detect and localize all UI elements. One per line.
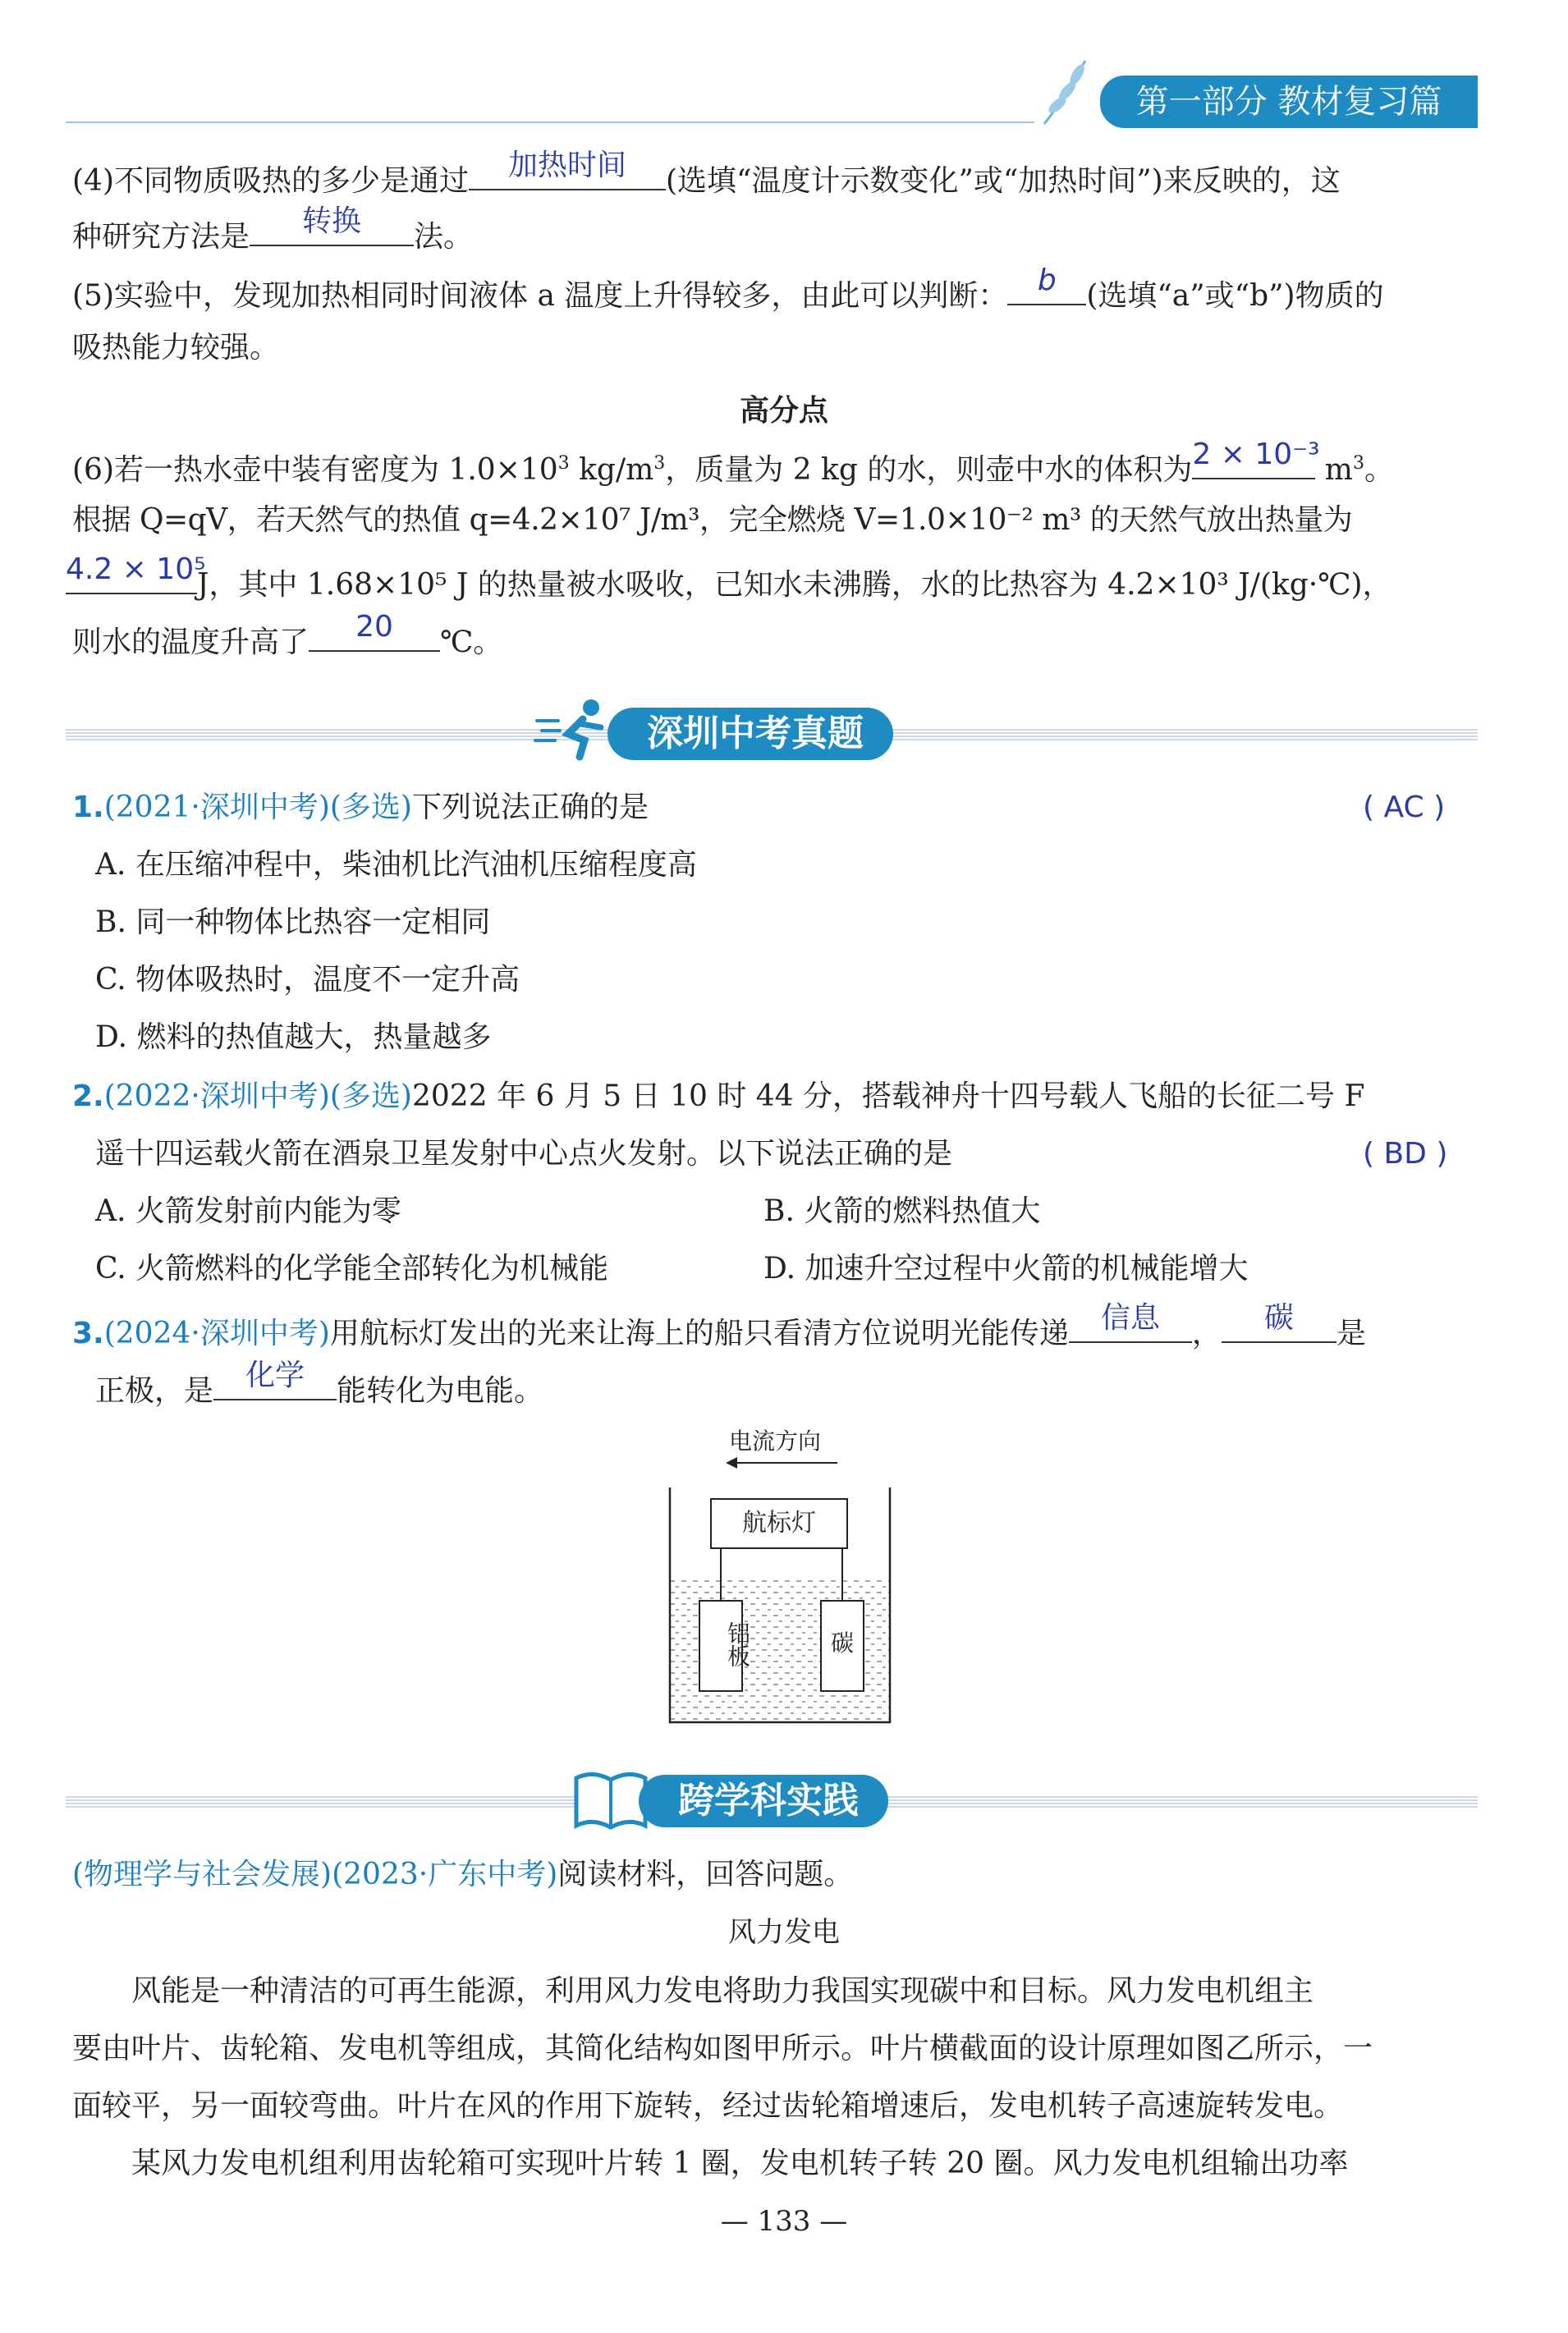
reading-p2-line1: 某风力发电机组利用齿轮箱可实现叶片转 1 圈，发电机转子转 20 圈。风力发电机组输出功率 bbox=[131, 2147, 1349, 2180]
aluminum-plate-label: 铝板 bbox=[724, 1621, 751, 1667]
section-header-text: 第一部分 教材复习篇 bbox=[1135, 83, 1442, 121]
reading-p1-line1: 风能是一种清洁的可再生能源，利用风力发电将助力我国实现碳中和目标。风力发电机组主 bbox=[131, 1974, 1314, 2008]
mc1-option-a: A. 在压缩冲程中，柴油机比汽油机压缩程度高 bbox=[95, 848, 697, 882]
q6-text-e: 。 bbox=[1364, 453, 1394, 487]
q6-line3 bbox=[66, 552, 1392, 603]
q6-blank1 bbox=[1192, 438, 1320, 479]
q3-blank1 bbox=[1069, 1301, 1192, 1343]
mc1-stem-text: 下列说法正确的是 bbox=[411, 791, 649, 824]
header-rule bbox=[66, 121, 1034, 123]
reading-p1-line2: 要由叶片、齿轮箱、发电机等组成，其简化结构如图甲所示。叶片横截面的设计原理如图乙所示，一 bbox=[72, 2032, 1373, 2065]
mc1-stem bbox=[72, 790, 649, 826]
q4-line2 bbox=[72, 204, 474, 255]
q6-blank3 bbox=[309, 610, 440, 652]
q6-text-d: m bbox=[1315, 453, 1353, 487]
q3-blank2 bbox=[1222, 1301, 1336, 1343]
q5-blank bbox=[1007, 264, 1086, 305]
q4-answer1: 加热时间 bbox=[507, 149, 626, 182]
q3-line1 bbox=[72, 1301, 1366, 1352]
mc1-option-b: B. 同一种物体比热容一定相同 bbox=[95, 905, 491, 939]
q3-number: 3. bbox=[72, 1317, 104, 1350]
q5-line2 bbox=[72, 330, 279, 366]
mc2-stem-text1: 2022 年 6 月 5 日 10 时 44 分，搭载神舟十四号载人飞船的长征二号 F bbox=[411, 1079, 1365, 1113]
banner-cross-discipline: 跨学科实践 bbox=[639, 1775, 888, 1827]
carbon-plate-label: 碳 bbox=[830, 1629, 854, 1657]
mc2-stem1 bbox=[72, 1079, 1364, 1115]
q3-answer3: 化学 bbox=[245, 1359, 305, 1392]
left-arrow-icon bbox=[722, 1455, 846, 1471]
q3-answer2: 碳 bbox=[1263, 1301, 1294, 1335]
mc2-option-d: D. 加速升空过程中火箭的机械能增大 bbox=[763, 1252, 1249, 1286]
q6-blank2 bbox=[66, 552, 206, 594]
mc1-option-d: D. 燃料的热值越大，热量越多 bbox=[95, 1020, 492, 1054]
q6-exp2: 3 bbox=[653, 453, 666, 474]
q6-text-4a: 则水的温度升高了 bbox=[72, 626, 309, 659]
mc2-tag: (2022·深圳中考)(多选) bbox=[103, 1079, 412, 1113]
mc2-number: 2. bbox=[72, 1079, 104, 1113]
page-number: — 133 — bbox=[720, 2205, 848, 2238]
reading-p1-line3: 面较平，另一面较弯曲。叶片在风的作用下旋转，经过齿轮箱增速后，发电机转子高速旋转发电。 bbox=[72, 2089, 1344, 2123]
q5-answer: b bbox=[1037, 264, 1057, 297]
q5-text: (5)实验中，发现加热相同时间液体 a 温度上升得较多，由此可以判断： bbox=[72, 279, 1008, 313]
q5-text3: 吸热能力较强。 bbox=[72, 331, 280, 364]
leaf-decoration-icon bbox=[1036, 54, 1102, 128]
q6-exp1: 3 bbox=[557, 453, 570, 474]
q6-line4 bbox=[72, 610, 503, 661]
q3-text3: 是 bbox=[1336, 1317, 1366, 1350]
q3-blank3 bbox=[213, 1359, 337, 1400]
q3-text4: 正极，是 bbox=[95, 1374, 214, 1408]
mc2-option-b: B. 火箭的燃料热值大 bbox=[763, 1194, 1041, 1228]
mc1-answer: ( AC ) bbox=[1363, 791, 1446, 824]
q3-text5: 能转化为电能。 bbox=[337, 1374, 544, 1408]
q3-answer1: 信息 bbox=[1100, 1301, 1160, 1335]
reading-tag: (物理学与社会发展)(2023·广东中考) bbox=[72, 1858, 558, 1891]
q3-text1: 用航标灯发出的光来让海上的船只看清方位说明光能传递 bbox=[329, 1317, 1069, 1350]
q6-exp3: 3 bbox=[1352, 453, 1364, 474]
mc1-number: 1. bbox=[72, 791, 104, 824]
q4-line1 bbox=[72, 149, 1341, 199]
q6-text-c: ，质量为 2 kg 的水，则壶中水的体积为 bbox=[665, 453, 1193, 487]
q6-answer3: 20 bbox=[355, 610, 393, 644]
q4-text3: 种研究方法是 bbox=[72, 220, 250, 254]
q6-text-4b: ℃。 bbox=[440, 626, 503, 659]
q3-tag: (2024·深圳中考) bbox=[103, 1317, 330, 1350]
reading-intro: 阅读材料，回答问题。 bbox=[557, 1858, 854, 1891]
q4-blank1 bbox=[469, 149, 666, 190]
q6-text-a: (6)若一热水壶中装有密度为 1.0×10 bbox=[72, 453, 558, 487]
q6-line2: 根据 Q=qV，若天然气的热值 q=4.2×10⁷ J/m³，完全燃烧 V=1.0×10⁻² m³ 的天然气放出热量为 bbox=[72, 503, 1353, 537]
mc1-option-c: C. 物体吸热时，温度不一定升高 bbox=[95, 963, 520, 997]
mc2-stem2: 遥十四运载火箭在酒泉卫星发射中心点火发射。以下说法正确的是 bbox=[95, 1137, 953, 1171]
current-direction-label: 电流方向 bbox=[729, 1428, 822, 1455]
section-header-tab bbox=[1100, 76, 1478, 128]
q4-answer2: 转换 bbox=[302, 204, 362, 238]
q6-answer2: 4.2 × 10⁵ bbox=[66, 552, 206, 586]
q3-line2 bbox=[95, 1359, 544, 1409]
reading-intro-line bbox=[72, 1857, 853, 1893]
q4-text4: 法。 bbox=[414, 220, 474, 254]
q6-answer1: 2 × 10⁻³ bbox=[1192, 438, 1320, 471]
lamp-label: 航标灯 bbox=[742, 1509, 816, 1538]
high-score-title: 高分点 bbox=[739, 394, 828, 428]
q6-text-b: kg/m bbox=[569, 453, 654, 487]
q5-text2: (选填“a”或“b”)物质的 bbox=[1086, 279, 1384, 313]
q4-blank2 bbox=[250, 204, 414, 246]
q6-text-3: J，其中 1.68×10⁵ J 的热量被水吸收，已知水未沸腾，水的比热容为 4.2×10³ J/(kg·℃)， bbox=[197, 568, 1392, 602]
banner-shenzhen-exam: 深圳中考真题 bbox=[607, 708, 893, 760]
q4-text: (4)不同物质吸热的多少是通过 bbox=[72, 164, 469, 198]
reading-title: 风力发电 bbox=[728, 1916, 840, 1949]
mc2-answer: ( BD ) bbox=[1363, 1137, 1448, 1171]
q3-text2: ， bbox=[1191, 1317, 1222, 1350]
q5-line1 bbox=[72, 264, 1384, 314]
mc2-option-c: C. 火箭燃料的化学能全部转化为机械能 bbox=[95, 1252, 609, 1286]
q6-line1 bbox=[72, 438, 1394, 488]
mc1-tag: (2021·深圳中考)(多选) bbox=[103, 791, 412, 824]
mc2-option-a: A. 火箭发射前内能为零 bbox=[95, 1194, 401, 1228]
q4-text2: (选填“温度计示数变化”或“加热时间”)来反映的，这 bbox=[666, 164, 1341, 198]
